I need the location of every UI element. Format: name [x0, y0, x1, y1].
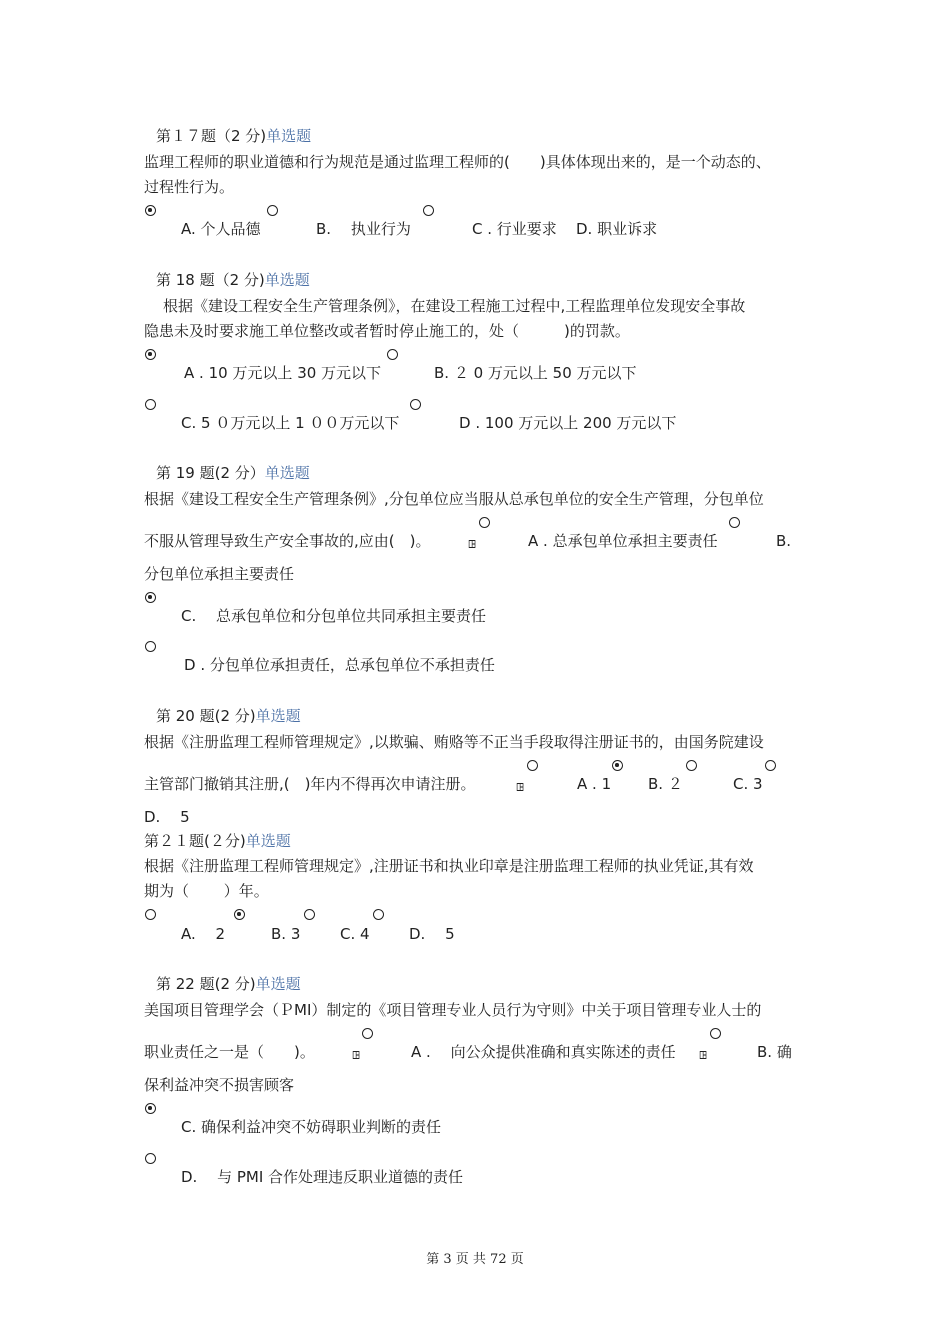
q21-option-a-radio[interactable] — [145, 909, 156, 920]
q17-option-d: D. 职业诉求 — [576, 220, 658, 238]
q22-heading — [156, 974, 301, 994]
q19-option-d: D . 分包单位承担责任，总承包单位不承担责任 — [184, 656, 495, 674]
q21-option-a: A. 2 — [181, 925, 226, 943]
q19-type: 单选题 — [264, 464, 310, 482]
q19-option-d-radio[interactable] — [145, 641, 156, 652]
q19-option-b-cont: 分包单位承担主要责任 — [144, 565, 295, 583]
q19-stem-line2: 不服从管理导致生产安全事故的,应由( )。 — [144, 532, 431, 550]
q20-stem-line1: 根据《注册监理工程师管理规定》,以欺骗、贿赂等不正当手段取得注册证书的，由国务院建设 — [144, 733, 764, 751]
q21-stem-line1: 根据《注册监理工程师管理规定》,注册证书和执业印章是注册监理工程师的执业凭证,其有效 — [144, 857, 754, 875]
q20-option-b: B. ２ — [648, 775, 683, 793]
q17-option-b-radio[interactable] — [267, 205, 278, 216]
q17-heading — [156, 126, 311, 146]
q17-stem-line2: 过程性行为。 — [144, 178, 235, 196]
q18-option-c-radio[interactable] — [145, 399, 156, 410]
q20-type: 单选题 — [255, 707, 301, 725]
q21-head: 第２１题(２分) — [144, 832, 246, 850]
q22-option-c-radio[interactable] — [145, 1103, 156, 1114]
q22-head: 第 22 题(2 分) — [156, 975, 256, 993]
q22-stem-line2: 职业责任之一是（ )。 — [144, 1043, 315, 1061]
q19-head: 第 19 题(2 分） — [156, 464, 265, 482]
q19-option-a: A . 总承包单位承担主要责任 — [528, 532, 718, 550]
q21-option-b-radio[interactable] — [234, 909, 245, 920]
q22-option-b-radio[interactable] — [710, 1028, 721, 1039]
q17-head: 第１７题（2 分) — [156, 127, 267, 145]
q17-stem-line1: 监理工程师的职业道德和行为规范是通过监理工程师的( )具体体现出来的，是一个动态的、 — [144, 153, 771, 171]
q19-heading — [156, 463, 310, 483]
q17-option-b: B. 执业行为 — [316, 220, 411, 238]
q22-option-b: B. 确 — [757, 1043, 792, 1061]
q20-heading — [156, 706, 301, 726]
q19-option-a-radio[interactable] — [479, 517, 490, 528]
q18-option-d-radio[interactable] — [410, 399, 421, 410]
q21-heading — [144, 831, 291, 851]
q19-option-b: B. — [776, 532, 792, 550]
q19-option-c-radio[interactable] — [145, 592, 156, 603]
q19-option-b-radio[interactable] — [729, 517, 740, 528]
page-footer: 第 3 页 共 72 页 — [426, 1252, 524, 1267]
q18-option-b-radio[interactable] — [387, 349, 398, 360]
q20-pointer-icon: ꖸ — [516, 781, 525, 794]
q20-head: 第 20 题(2 分) — [156, 707, 256, 725]
q17-option-a: A. 个人品德 — [181, 220, 261, 238]
q17-type: 单选题 — [266, 127, 312, 145]
q20-stem-line2: 主管部门撤销其注册,( )年内不得再次申请注册。 — [144, 775, 476, 793]
q22-option-d: D. 与 PMI 合作处理违反职业道德的责任 — [181, 1168, 464, 1186]
q18-stem-line1: 根据《建设工程安全生产管理条例》，在建设工程施工过程中,工程监理单位发现安全事故 — [148, 297, 746, 315]
q18-type: 单选题 — [264, 271, 310, 289]
q22-pointer-icon: ꖸ — [352, 1049, 361, 1062]
q22-option-b-cont: 保利益冲突不损害顾客 — [144, 1076, 295, 1094]
q18-option-b: B. ２ 0 万元以上 50 万元以下 — [434, 364, 637, 382]
q22-option-d-radio[interactable] — [145, 1153, 156, 1164]
q20-option-b-radio[interactable] — [612, 760, 623, 771]
q19-option-c: C. 总承包单位和分包单位共同承担主要责任 — [181, 607, 487, 625]
q20-option-a-radio[interactable] — [527, 760, 538, 771]
q22-option-a: A . 向公众提供准确和真实陈述的责任 — [411, 1043, 676, 1061]
q21-option-d: D. 5 — [409, 925, 455, 943]
q19-stem-line1: 根据《建设工程安全生产管理条例》,分包单位应当服从总承包单位的安全生产管理，分包单位 — [144, 490, 764, 508]
q18-option-c: C. 5 ０万元以上 1 ００万元以下 — [181, 414, 400, 432]
q20-option-d-radio[interactable] — [765, 760, 776, 771]
q18-option-a-radio[interactable] — [145, 349, 156, 360]
q21-option-c-radio[interactable] — [304, 909, 315, 920]
q22-type: 单选题 — [255, 975, 301, 993]
q21-option-d-radio[interactable] — [373, 909, 384, 920]
q21-option-b: B. 3 — [271, 925, 301, 943]
q17-option-a-radio[interactable] — [145, 205, 156, 216]
q19-pointer-icon: ꖸ — [468, 538, 477, 551]
q22-option-a-radio[interactable] — [362, 1028, 373, 1039]
q18-heading — [156, 270, 310, 290]
q18-head: 第 18 题（2 分) — [156, 271, 265, 289]
q17-option-c-radio[interactable] — [423, 205, 434, 216]
q21-stem-line2: 期为（ ）年。 — [144, 882, 269, 900]
q18-option-a: A . 10 万元以上 30 万元以下 — [184, 364, 382, 382]
q18-stem-line2: 隐患未及时要求施工单位整改或者暂时停止施工的，处（ )的罚款。 — [144, 322, 630, 340]
q20-option-a: A . 1 — [577, 775, 612, 793]
q20-option-c-radio[interactable] — [686, 760, 697, 771]
q21-type: 单选题 — [245, 832, 291, 850]
q20-option-d: D. 5 — [144, 808, 190, 826]
q21-option-c: C. 4 — [340, 925, 370, 943]
q18-option-d: D . 100 万元以上 200 万元以下 — [459, 414, 677, 432]
q20-option-c: C. 3 — [733, 775, 763, 793]
q17-option-c: C . 行业要求 — [472, 220, 557, 238]
q22-stem-line1: 美国项目管理学会（ＰMI）制定的《项目管理专业人员行为守则》中关于项目管理专业人士的 — [144, 1001, 762, 1019]
q22-option-c: C. 确保利益冲突不妨碍职业判断的责任 — [181, 1118, 442, 1136]
q22-pointer-icon-2: ꖸ — [699, 1049, 708, 1062]
